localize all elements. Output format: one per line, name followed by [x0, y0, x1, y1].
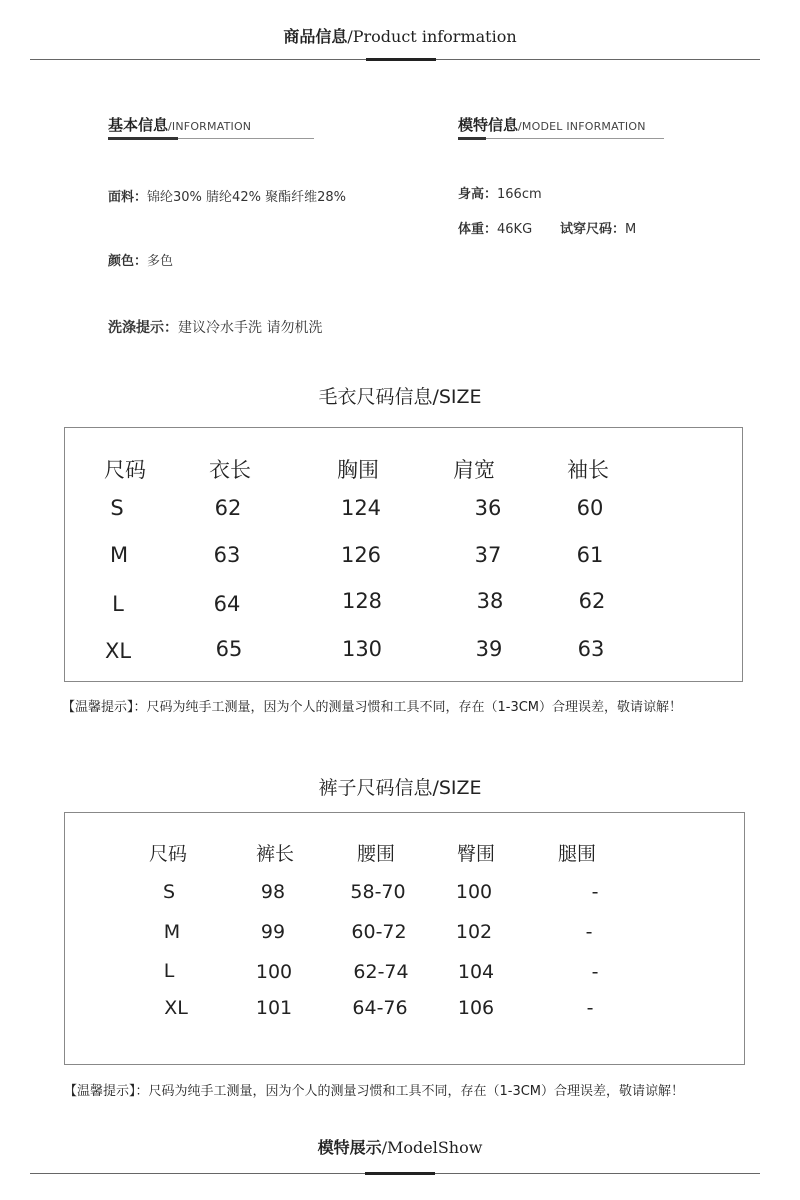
- sweater-cell: 62: [214, 496, 242, 520]
- pants-cell: 62-74: [353, 961, 409, 983]
- color-value: 多色: [147, 254, 174, 269]
- sweater-cell: 37: [474, 543, 502, 567]
- sweater-table: [64, 427, 743, 682]
- model-info-heading-cn: 模特信息: [458, 116, 519, 134]
- sweater-cell: 36: [474, 496, 502, 520]
- pants-cell: 60-72: [351, 921, 407, 943]
- weight-row: [458, 218, 532, 237]
- sweater-cell: 61: [576, 543, 604, 567]
- sweater-measure-note: 【温馨提示】：尺码为纯手工测量，因为个人的测量习惯和工具不同，存在（1-3CM）合理误差，敬请谅解！: [62, 700, 683, 715]
- pants-header-thigh: 腿围: [557, 843, 597, 865]
- sweater-cell: 130: [341, 637, 383, 661]
- sweater-cell: 124: [340, 496, 382, 520]
- pants-cell: -: [585, 921, 593, 943]
- trial-size-label: 试穿尺码：: [560, 222, 626, 237]
- pants-header-size: 尺码: [148, 843, 188, 865]
- pants-cell: 58-70: [350, 881, 406, 903]
- product-info-title: [0, 24, 800, 47]
- basic-info-heading-cn: 基本信息: [108, 116, 169, 134]
- color-row: [108, 250, 173, 269]
- pants-cell: 101: [255, 997, 293, 1019]
- pants-cell: L: [163, 960, 175, 982]
- pants-cell: 100: [455, 881, 493, 903]
- wash-row: [108, 317, 322, 337]
- pants-cell: -: [591, 961, 599, 983]
- model-info-heading: [458, 114, 646, 135]
- model-info-heading-en: /MODEL INFORMATION: [518, 120, 646, 133]
- sweater-cell: 62: [578, 589, 606, 613]
- pants-cell: 106: [457, 997, 495, 1019]
- sweater-cell: 128: [341, 589, 383, 613]
- pants-cell: 104: [457, 961, 495, 983]
- model-show-title: [0, 1135, 800, 1158]
- pants-header-length: 裤长: [255, 843, 295, 865]
- wash-label: 洗涤提示：: [108, 320, 178, 336]
- fabric-row: [108, 186, 346, 205]
- sweater-cell: 65: [215, 637, 243, 661]
- pants-header-waist: 腰围: [356, 843, 396, 865]
- basic-info-underline-accent: [108, 137, 178, 140]
- pants-cell: 64-76: [352, 997, 408, 1019]
- pants-cell: XL: [164, 997, 188, 1019]
- weight-value: 46KG: [497, 222, 533, 237]
- product-info-title-cn: 商品信息: [283, 27, 348, 46]
- sweater-cell: 126: [340, 543, 382, 567]
- sweater-cell: M: [109, 543, 129, 567]
- sweater-header-size: 尺码: [104, 458, 146, 482]
- sweater-cell: 64: [213, 592, 241, 616]
- pants-cell: 102: [455, 921, 493, 943]
- sweater-table-title: 毛衣尺码信息/SIZE: [318, 386, 482, 408]
- basic-info-heading-en: /INFORMATION: [168, 120, 252, 133]
- pants-cell: 99: [260, 921, 286, 943]
- sweater-cell: XL: [104, 639, 132, 663]
- sweater-cell: S: [110, 496, 124, 520]
- color-label: 颜色：: [108, 254, 148, 269]
- product-info-title-en: /Product information: [347, 27, 517, 46]
- pants-measure-note: 【温馨提示】：尺码为纯手工测量，因为个人的测量习惯和工具不同，存在（1-3CM）合理误差，敬请谅解！: [64, 1084, 685, 1099]
- model-show-title-en: /ModelShow: [381, 1138, 483, 1157]
- model-show-title-cn: 模特展示: [317, 1138, 382, 1157]
- height-value: 166cm: [497, 187, 542, 202]
- pants-cell: -: [591, 881, 599, 903]
- sweater-header-shoulder: 肩宽: [453, 458, 495, 482]
- height-row: [458, 183, 542, 202]
- model-info-underline: [458, 138, 664, 139]
- fabric-label: 面料：: [108, 190, 148, 205]
- pants-cell: 100: [255, 961, 293, 983]
- trial-size-row: [560, 218, 636, 237]
- sweater-cell: 60: [576, 496, 604, 520]
- fabric-value: 锦纶30% 腈纶42% 聚酯纤维28%: [147, 190, 346, 205]
- trial-size-value: M: [625, 222, 637, 237]
- sweater-cell: 63: [213, 543, 241, 567]
- weight-label: 体重：: [458, 222, 498, 237]
- pants-cell: S: [162, 881, 176, 903]
- pants-header-hip: 臀围: [456, 843, 496, 865]
- header-divider-accent: [366, 58, 436, 61]
- sweater-cell: 39: [475, 637, 503, 661]
- basic-info-heading: [108, 114, 251, 135]
- pants-cell: -: [586, 997, 594, 1019]
- wash-value: 建议冷水手洗 请勿机洗: [178, 320, 323, 336]
- footer-divider-accent: [365, 1172, 435, 1175]
- sweater-header-length: 衣长: [209, 458, 251, 482]
- sweater-cell: 38: [476, 589, 504, 613]
- pants-table-title: 裤子尺码信息/SIZE: [318, 777, 482, 799]
- sweater-header-sleeve: 袖长: [567, 458, 609, 482]
- pants-cell: M: [163, 921, 181, 943]
- sweater-cell: L: [112, 592, 124, 616]
- sweater-header-chest: 胸围: [337, 458, 379, 482]
- height-label: 身高：: [458, 187, 498, 202]
- sweater-cell: 63: [577, 637, 605, 661]
- pants-cell: 98: [260, 881, 286, 903]
- model-info-underline-accent: [458, 137, 486, 140]
